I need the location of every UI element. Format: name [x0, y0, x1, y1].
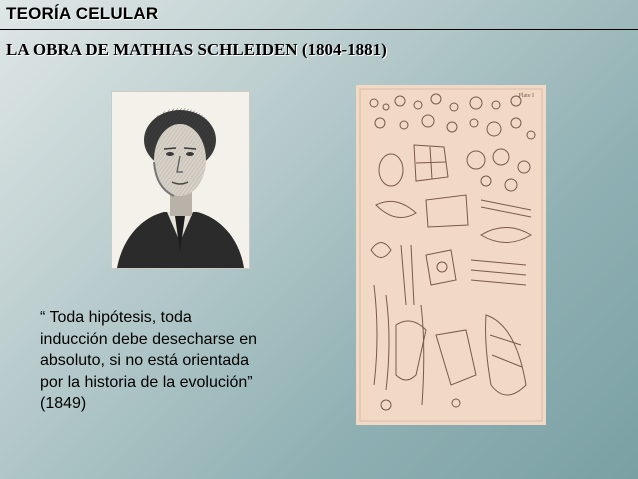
schleiden-portrait — [111, 91, 250, 269]
quote-line: “ Toda hipótesis, toda — [40, 309, 192, 326]
title-divider — [0, 29, 638, 30]
botanical-plate — [356, 85, 546, 425]
quote-year: (1849) — [40, 395, 87, 412]
portrait-engraving-icon — [112, 92, 249, 268]
slide-subtitle: LA OBRA DE MATHIAS SCHLEIDEN (1804-1881) — [6, 40, 387, 59]
quote-line: absoluto, si no está orientada — [40, 352, 250, 369]
quote-line: por la historia de la evolución” — [40, 373, 253, 391]
botanical-cell-plate-icon — [356, 85, 546, 425]
plate-corner-label: Plate I — [518, 93, 534, 99]
quote-line: inducción debe desecharse en — [40, 330, 258, 348]
schleiden-quote — [40, 307, 340, 415]
slide-title: TEORÍA CELULAR — [6, 4, 159, 23]
